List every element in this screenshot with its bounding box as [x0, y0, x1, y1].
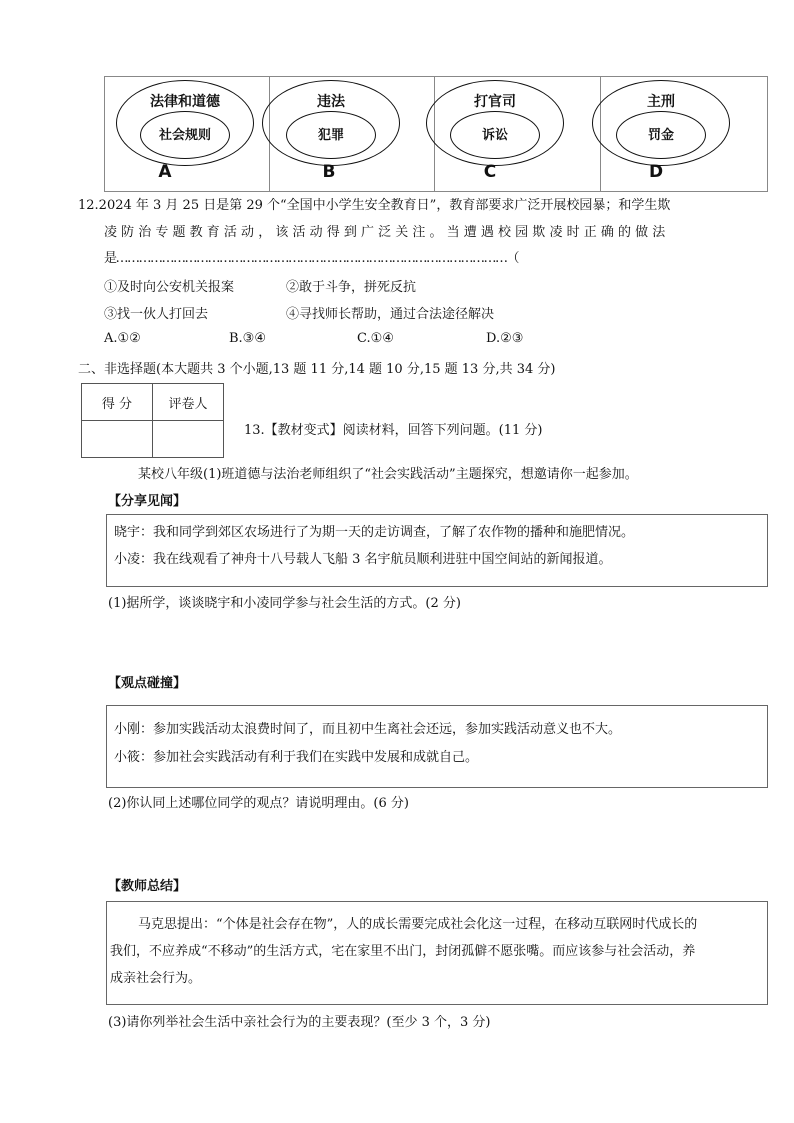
option-letter-d: D — [648, 162, 664, 182]
inner-label: 罚金 — [647, 128, 674, 143]
score-label: 得 分 — [82, 384, 153, 421]
share-line-xiaoyu: 晓宇：我和同学到郊区农场进行了为期一天的走访调查，了解了农作物的播种和施肥情况。 — [114, 525, 635, 540]
q12-stem-line2: 凌 防 治 专 题 教 育 活 动 ， 该 活 动 得 到 广 泛 关 注 。 当 遭 遇 校 园 欺 凌 时 正 确 的 做 法 — [104, 225, 666, 240]
venn-panel-b[interactable] — [262, 80, 400, 166]
q12-choice-c[interactable]: C.①④ — [357, 331, 394, 346]
inner-label: 诉讼 — [481, 128, 508, 143]
venn-panel-d[interactable] — [592, 80, 730, 166]
q12-choice-a[interactable]: A.①② — [104, 331, 141, 346]
outer-label: 打官司 — [474, 94, 516, 110]
debate-heading: 【观点碰撞】 — [108, 676, 187, 691]
q12-statement-3: ③找一伙人打回去 — [104, 307, 209, 322]
share-line-xiaoling: 小凌：我在线观看了神舟十八号载人飞船 3 名宇航员顺利进驻中国空间站的新闻报道。 — [114, 552, 612, 567]
venn-panel-c[interactable] — [426, 80, 564, 166]
section-heading: 二、非选择题(本大题共 3 个小题,13 题 11 分,14 题 10 分,15 题 13 分,共 34 分) — [78, 362, 556, 377]
option-letter-a: A — [158, 162, 172, 182]
score-table — [81, 383, 224, 458]
outer-label: 主刑 — [647, 94, 675, 110]
outer-label: 违法 — [317, 94, 345, 110]
summary-line-1: 马克思提出：“个体是社会存在物”，人的成长需要完成社会化这一过程，在移动互联网时代成长的 — [138, 917, 698, 932]
inner-label: 社会规则 — [158, 128, 211, 143]
q13-sub-question-1: (1)据所学，谈谈晓宇和小凌同学参与社会生活的方式。(2 分) — [108, 596, 461, 611]
summary-line-2: 我们，不应养成“不移动”的生活方式，宅在家里不出门，封闭孤僻不愿张嘴。而应该参与社会活动，养 — [110, 944, 696, 959]
q13-sub-question-3: (3)请你列举社会生活中亲社会行为的主要表现？(至少 3 个，3 分) — [108, 1015, 491, 1030]
q12-statement-4: ④寻找师长帮助，通过合法途径解决 — [286, 307, 495, 322]
inner-label: 犯罪 — [317, 128, 344, 143]
q12-choice-d[interactable]: D.②③ — [486, 331, 524, 346]
summary-line-3: 成亲社会行为。 — [110, 971, 202, 986]
q13-title: 13.【教材变式】阅读材料，回答下列问题。(11 分) — [244, 423, 543, 438]
q12-stem-line1: 12.2024 年 3 月 25 日是第 29 个“全国中小学生安全教育日”，教育部要求广泛开展校园暴；和学生欺 — [78, 198, 671, 213]
q12-choice-b[interactable]: B.③④ — [229, 331, 266, 346]
debate-line-xiaoxiao: 小筱：参加社会实践活动有利于我们在实践中发展和成就自己。 — [114, 750, 479, 765]
venn-panel-a[interactable] — [116, 80, 254, 166]
summary-heading: 【教师总结】 — [108, 879, 187, 894]
q12-stem-line3: 是…………………………………………………………………………………………（ — [104, 251, 518, 266]
q12-statement-1: ①及时向公安机关报案 — [104, 280, 235, 295]
debate-line-xiaogang: 小刚：参加实践活动太浪费时间了，而且初中生离社会还远，参加实践活动意义也不大。 — [114, 722, 622, 737]
share-heading: 【分享见闻】 — [108, 494, 187, 509]
q13-sub-question-2: (2)你认同上述哪位同学的观点？请说明理由。(6 分) — [108, 796, 409, 811]
outer-label: 法律和道德 — [150, 94, 220, 110]
grader-label: 评卷人 — [153, 384, 224, 421]
score-field[interactable] — [82, 421, 153, 458]
q13-intro: 某校八年级(1)班道德与法治老师组织了“社会实践活动”主题探究，想邀请你一起参加。 — [138, 467, 638, 482]
q12-statement-2: ②敢于斗争，拼死反抗 — [286, 280, 417, 295]
grader-field[interactable] — [153, 421, 224, 458]
option-letter-c: C — [483, 162, 497, 182]
option-letter-b: B — [322, 162, 336, 182]
